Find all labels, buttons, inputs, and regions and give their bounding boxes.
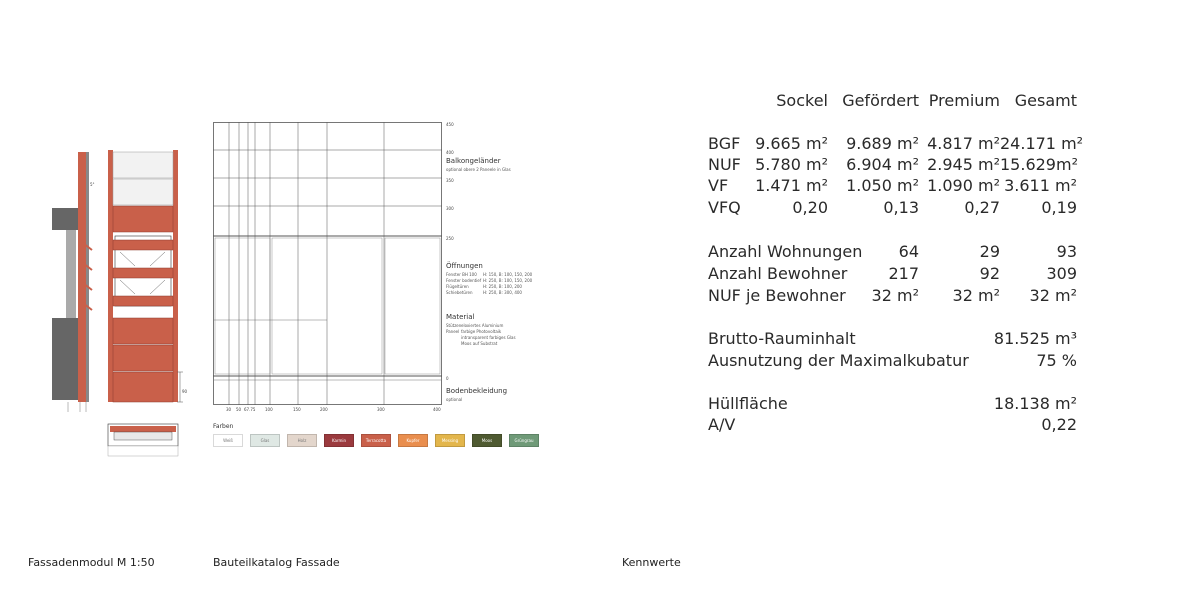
height-tick: 400 xyxy=(446,150,454,155)
color-name: Karmin xyxy=(331,438,347,443)
cell: 24.171 m² xyxy=(1000,134,1084,153)
cell: 5.780 m² xyxy=(755,155,828,174)
cell: 0,13 xyxy=(883,198,919,217)
cell: 309 xyxy=(1046,264,1077,283)
slab-upper xyxy=(52,208,78,230)
red-panel xyxy=(113,372,173,402)
cell: 15.629m² xyxy=(1000,155,1078,174)
cell: 217 xyxy=(888,264,919,283)
color-swatch xyxy=(250,434,280,447)
red-panel xyxy=(113,206,173,232)
cell: 92 xyxy=(979,264,1000,283)
cell: 0,19 xyxy=(1041,198,1077,217)
column-header: Sockel xyxy=(776,91,828,110)
facade-section-svg xyxy=(40,140,210,470)
caption-facade-module: Fassadenmodul M 1:50 xyxy=(28,556,155,569)
color-name: Grüngrau xyxy=(514,438,534,443)
row-label: NUF xyxy=(708,155,741,174)
material-value: Moos auf Substrat xyxy=(461,341,498,346)
glass-panel xyxy=(113,179,173,205)
cell: 6.904 m² xyxy=(846,155,919,174)
row-label: VFQ xyxy=(708,198,741,217)
material-label: Paneel xyxy=(446,329,460,334)
cell: 32 m² xyxy=(1029,286,1077,305)
cell: 4.817 m² xyxy=(927,134,1000,153)
color-swatch xyxy=(509,434,539,447)
row-label: Brutto-Rauminhalt xyxy=(708,329,856,348)
color-name: Moos xyxy=(481,438,493,443)
glass-panel xyxy=(113,152,173,178)
red-panel xyxy=(113,318,173,344)
material-label: Stützen xyxy=(446,323,462,328)
component-catalog xyxy=(213,120,543,450)
cell: 18.138 m² xyxy=(993,394,1077,413)
dimension-label: 90 xyxy=(182,389,188,394)
width-tick: 150 xyxy=(293,407,301,412)
openings-value: H: 250, B: 300, 400 xyxy=(483,290,522,295)
column-header: Gefördert xyxy=(842,91,919,110)
width-tick: 50 xyxy=(236,407,242,412)
color-name: Glas xyxy=(260,438,270,443)
cell: 9.689 m² xyxy=(846,134,919,153)
cell: 64 xyxy=(898,242,919,261)
material-value: eloxiertes Aluminium xyxy=(461,323,504,328)
cell: 93 xyxy=(1056,242,1077,261)
height-tick: 0 xyxy=(446,376,449,381)
row-label: NUF je Bewohner xyxy=(708,286,846,305)
color-name: Weiß xyxy=(223,438,233,443)
openings-value: H: 150, B: 100, 150, 200 xyxy=(483,272,533,277)
color-swatch xyxy=(398,434,428,447)
catalog-grid xyxy=(213,120,445,410)
cell: 0,27 xyxy=(964,198,1000,217)
width-tick: 67.75 xyxy=(244,407,256,412)
section-column-red xyxy=(78,152,86,402)
color-swatch xyxy=(361,434,391,447)
cell: 3.611 m² xyxy=(1004,176,1077,195)
openings-label: Fenster BH 100 xyxy=(446,272,477,277)
material-title: Material xyxy=(446,313,475,321)
color-name: Messing xyxy=(441,438,459,443)
facade-module-drawing xyxy=(40,140,210,470)
row-label: Hüllfläche xyxy=(708,394,788,413)
section-column-grey xyxy=(86,152,89,402)
openings-label: Flügeltüren xyxy=(446,284,469,289)
width-tick: 30 xyxy=(226,407,232,412)
cell: 1.471 m² xyxy=(755,176,828,195)
cell: 75 % xyxy=(1036,351,1077,370)
cell: 0,22 xyxy=(1041,415,1077,434)
color-swatch xyxy=(287,434,317,447)
row-label: Ausnutzung der Maximalkubatur xyxy=(708,351,969,370)
openings-value: H: 250, B: 100, 150, 200 xyxy=(483,278,533,283)
width-tick: 200 xyxy=(320,407,328,412)
height-tick: 450 xyxy=(446,122,454,127)
cell: 1.090 m² xyxy=(927,176,1000,195)
color-swatch xyxy=(324,434,354,447)
cell: 32 m² xyxy=(871,286,919,305)
row-label: Anzahl Wohnungen xyxy=(708,242,863,261)
caption-component-catalog: Bauteilkatalog Fassade xyxy=(213,556,340,569)
balcony-note: optional obere 2 Paneele in Glas xyxy=(446,167,511,172)
elevation-column-right xyxy=(173,150,178,402)
cell: 29 xyxy=(979,242,1000,261)
column-header: Gesamt xyxy=(1014,91,1077,110)
height-tick: 250 xyxy=(446,236,454,241)
width-tick: 400 xyxy=(433,407,441,412)
row-label: BGF xyxy=(708,134,741,153)
cell: 9.665 m² xyxy=(755,134,828,153)
window-glass-section xyxy=(66,230,76,318)
openings-value: H: 250, B: 100, 200 xyxy=(483,284,522,289)
width-tick: 100 xyxy=(265,407,273,412)
wall-lower xyxy=(52,318,78,400)
balcony-title: Balkongeländer xyxy=(446,157,501,165)
color-name: Terracotta xyxy=(365,438,387,443)
openings-label: Schiebetüren xyxy=(446,290,473,295)
material-value: intransparent farbiges Glas xyxy=(461,335,516,340)
cell: 1.050 m² xyxy=(846,176,919,195)
color-swatch xyxy=(472,434,502,447)
color-name: Kupfer xyxy=(406,438,420,443)
colors-title: Farben xyxy=(213,423,234,430)
floor-title: Bodenbekleidung xyxy=(446,387,508,395)
floor-note: optional xyxy=(446,397,463,402)
openings-label: Fenster bodentief xyxy=(446,278,482,283)
width-tick: 300 xyxy=(377,407,385,412)
height-tick: 350 xyxy=(446,178,454,183)
caption-key-figures: Kennwerte xyxy=(622,556,681,569)
row-label: Anzahl Bewohner xyxy=(708,264,848,283)
angle-label: 5° xyxy=(90,182,95,187)
cell: 32 m² xyxy=(952,286,1000,305)
color-name: Holz xyxy=(297,438,307,443)
row-label: A/V xyxy=(708,415,736,434)
column-header: Premium xyxy=(928,91,1000,110)
row-label: VF xyxy=(708,176,729,195)
cell: 81.525 m³ xyxy=(993,329,1077,348)
openings-title: Öffnungen xyxy=(446,262,483,270)
red-panel xyxy=(113,345,173,371)
height-tick: 300 xyxy=(446,206,454,211)
color-swatch xyxy=(435,434,465,447)
cell: 2.945 m² xyxy=(927,155,1000,174)
elevation-column-left xyxy=(108,150,113,402)
color-swatch xyxy=(213,434,243,447)
material-value: farbige Photovoltaik xyxy=(461,329,502,334)
cell: 0,20 xyxy=(792,198,828,217)
